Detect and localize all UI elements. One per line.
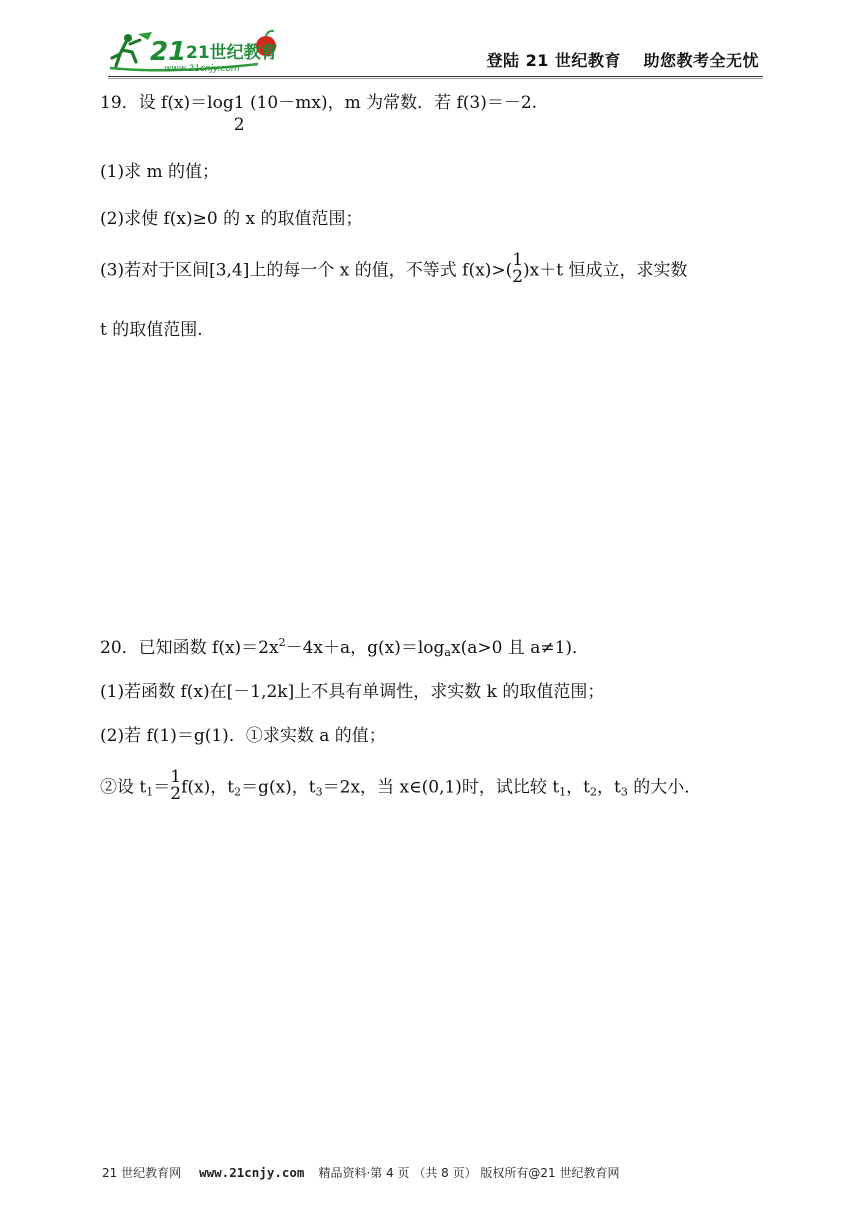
header-divider [108, 76, 763, 77]
q20-part3-text-c: ＝g(x)，t [241, 777, 316, 798]
q20-sub-6: 3 [620, 785, 628, 799]
q20-part3-text-a: ②设 t [100, 777, 147, 798]
q20-exponent: 2 [278, 636, 286, 649]
page-footer [102, 1164, 620, 1181]
footer-url[interactable]: www.21cnjy.com [199, 1165, 305, 1180]
q19-part3-text-b: )x＋t 恒成立，求实数 [523, 260, 688, 281]
header-divider-thin [108, 78, 763, 79]
footer-page-info: 精品资料·第 4 页 （共 8 页） 版权所有@21 世纪教育网 [318, 1166, 620, 1180]
svg-text:21: 21 [150, 37, 187, 67]
q20-sub-4: 1 [559, 785, 567, 799]
q20-fraction-den: 2 [170, 784, 182, 804]
footer-site-name: 21 世纪教育网 [102, 1166, 182, 1180]
q20-stem-text-b: －4x＋a，g(x)＝log [285, 638, 445, 658]
q19-stem-text-b: (10－mx)，m 为常数．若 f(3)＝－2. [244, 93, 538, 113]
q20-stem-text-c: x(a>0 且 a≠1)． [450, 638, 590, 658]
q20-sub-2: 2 [234, 785, 242, 799]
q20-stem [100, 637, 589, 658]
q20-part3-text-f: ，t [597, 777, 621, 798]
q19-part3-cont: t 的取值范围. [100, 320, 203, 340]
site-logo [108, 28, 293, 74]
q19-stem [100, 93, 538, 135]
logo-graphic [108, 28, 293, 74]
q19-part3 [100, 250, 688, 288]
q19-fraction-den: 2 [512, 267, 524, 287]
q20-sub-5: 2 [590, 785, 597, 799]
q20-part2: (2)若 f(1)＝g(1)．①求实数 a 的值； [100, 726, 386, 746]
q19-log-base-den: 2 [233, 115, 245, 135]
q20-fraction [170, 769, 181, 803]
q19-log-base-num: 1 [233, 93, 245, 113]
q20-sub-1: 1 [146, 785, 154, 799]
q19-fraction-num: 1 [512, 250, 524, 270]
q19-part2: (2)求使 f(x)≥0 的 x 的取值范围； [100, 209, 363, 229]
q20-part1: (1)若函数 f(x)在[－1,2k]上不具有单调性，求实数 k 的取值范围； [100, 682, 605, 702]
q20-part3-text-b: f(x)，t [181, 777, 235, 798]
q20-part3-text-d: ＝2x，当 x∈(0,1)时，试比较 t [322, 777, 560, 798]
header-slogan: 登陆 21 世纪教育 助您教考全无忧 [486, 51, 759, 70]
logo-url: www.21cnjy.com [164, 64, 240, 74]
q19-log-base [233, 93, 245, 135]
q20-stem-text-a: 20．已知函数 f(x)＝2x [100, 638, 279, 658]
q20-fraction-num: 1 [170, 767, 182, 787]
q20-part3-text-g: 的大小． [627, 777, 702, 798]
q19-stem-text-a: 19．设 f(x)＝log [100, 93, 234, 113]
q20-sub-3: 3 [315, 785, 323, 799]
q20-equals: ＝ [153, 777, 171, 798]
q20-part3-text-e: ，t [566, 777, 590, 798]
q20-log-base: a [444, 646, 451, 659]
page-header [108, 28, 763, 76]
logo-text: 21世纪教育 [186, 43, 278, 63]
q19-fraction [512, 252, 523, 286]
q19-part1: (1)求 m 的值； [100, 162, 220, 182]
q20-part3 [100, 767, 702, 805]
q19-part3-text-a: (3)若对于区间[3,4]上的每一个 x 的值，不等式 f(x)>( [100, 260, 513, 281]
